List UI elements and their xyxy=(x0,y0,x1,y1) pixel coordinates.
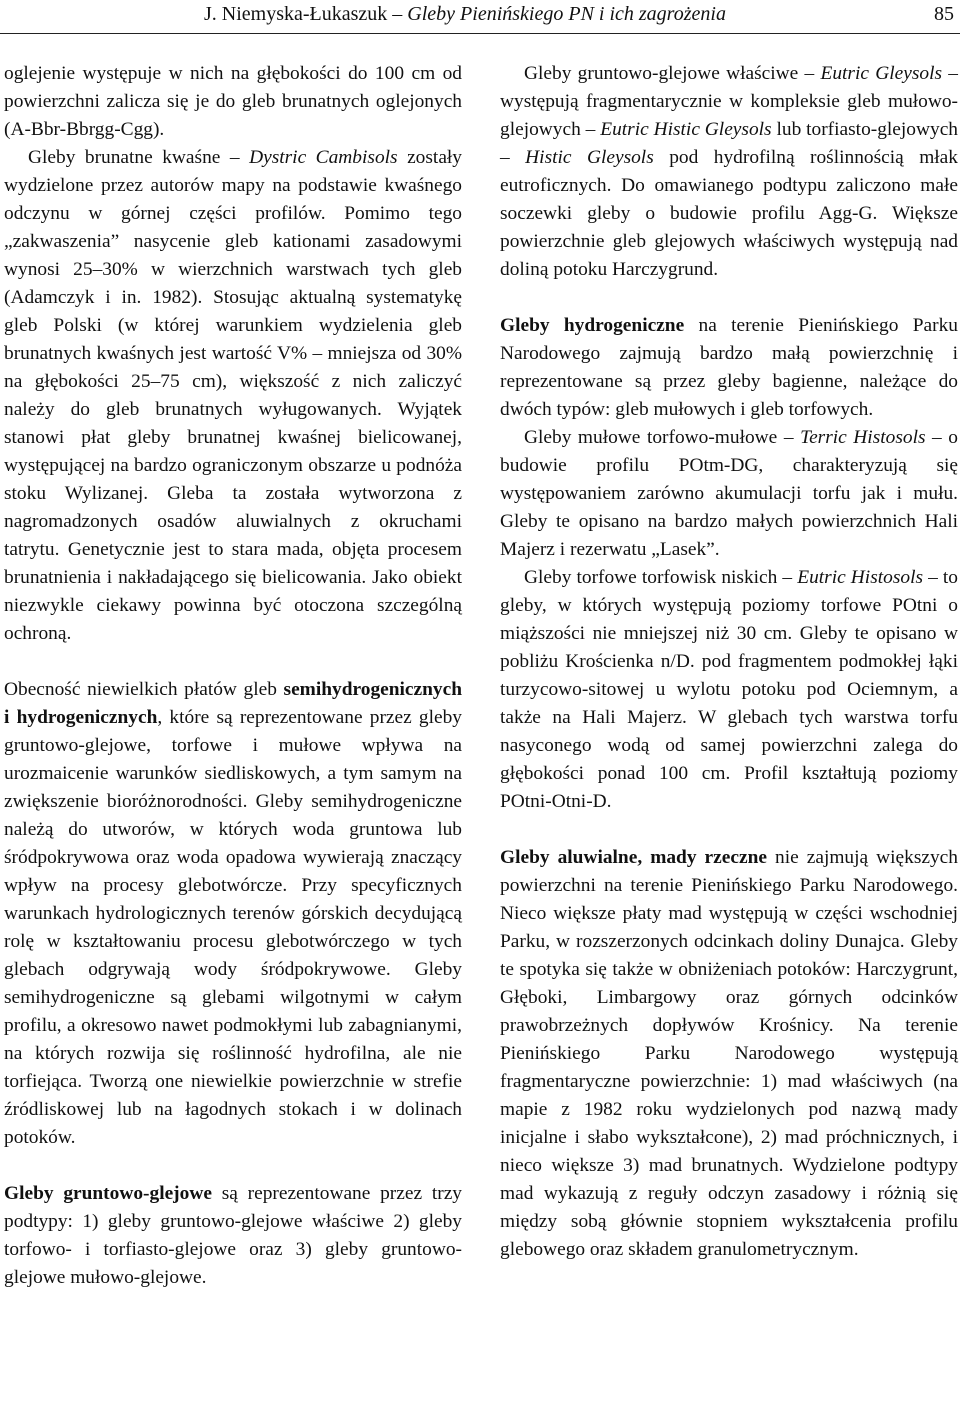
paragraph xyxy=(500,844,958,1264)
paragraph-text: Gleby torfowe torfowisk niskich – xyxy=(524,567,798,588)
paragraph xyxy=(500,424,958,564)
paragraph-text: zostały wydzielone przez autorów mapy na podstawie kwaśnego odczynu w górnej części profilów. Pomimo tego „zakwaszenia” nasycenie gleb kationami zasadowymi wynosi 25–30% w wierzchnich warstwach tych gleb (Adamczyk i in. 1982). Stosując aktualną systematykę gleb Polski (w której warunkiem wydzielenia gleb brunatnych kwaśnych jest wartość V% – mniejsza od 30% na głębokości 25–75 cm), większość z nich zaliczyć należy do gleb brunatnych wyługowanych. Wyjątek stanowi płat gleby brunatnej kwaśnej bielicowanej, występującej na bardzo ograniczonym obszarze u podnóża stoku Wylizanej. Gleba ta została wytworzona z nagromadzonych osadów aluwialnych z okruchami tatrytu. Genetycznie jest to stara mada, objęta procesem brunatnienia i nakładającego się bielicowania. Jako obiekt niezwykle ciekawy powinna być otoczona szczególną ochroną. xyxy=(4,147,463,644)
soil-name-italic: Dystric Cambisols xyxy=(249,147,398,168)
header-rule xyxy=(0,33,960,34)
soil-name-italic: Histic Gleysols xyxy=(525,147,654,168)
paragraph-text: nie zajmują większych powierzchni na terenie Pienińskiego Parku Narodowego. Nieco większe płaty mad występują w części wschodniej Parku, w rozszerzonych odcinkach doliny Dunajca. Gleby te spotyka się także w obniżeniach potoków: Harczygrunt, Głęboki, Limbargowy oraz górnych odcinków prawobrzeżnych dopływów Krośnicy. Na terenie Pienińskiego Parku Narodowego występują fragmentaryczne powierzchnie: 1) mad właściwych (na mapie z 1982 roku wydzielonych pod nazwą mady inicjalne i słabo wykształcone), 2) mad próchnicznych, i nieco większe 3) mad brunatnych. Wydzielone podtypy mad wykazują z reguły odczyn zasadowy i różnią się między sobą głównie stopniem wykształcenia profilu glebowego oraz składem granulometrycznym. xyxy=(500,847,958,1260)
soil-name-italic: Eutric Gleysols xyxy=(820,63,943,84)
paragraph-text: , które są reprezentowane przez gleby gruntowo-glejowe, torfowe i mułowe wpływa na urozmaicenie warunków siedliskowych, a tym samym na zwiększenie bioróżnorodności. Gleby semihydrogeniczne należą do utworów, w których woda gruntowa lub śródpokrywowa oraz woda opadowa wywierają znaczący wpływ na procesy glebotwórcze. Przy specyficznych warunkach hydrologicznych terenów górskich decydującą rolę w kształtowaniu procesu glebotwórczego w tych glebach odgrywają wody śródpokrywowe. Gleby semihydrogeniczne są glebami wilgotnymi w całym profilu, a okresowo nawet podmokłymi lub zabagnianymi, na których rozwija się roślinność hydrofilna, ale nie torfiejąca. Tworzą one niewielkie powierzchnie w strefie źródliskowej lub na łagodnych stokach i w dolinach potoków. xyxy=(4,707,463,1148)
paragraph-text: Obecność niewielkich płatów gleb xyxy=(4,679,284,700)
soil-name-italic: Terric Histosols xyxy=(800,427,926,448)
paragraph xyxy=(4,676,462,1152)
page-number: 85 xyxy=(934,3,954,25)
running-header xyxy=(0,0,960,34)
paragraph-gap xyxy=(500,284,958,312)
section-term-bold: Gleby aluwialne, mady rzeczne xyxy=(500,847,767,868)
section-term-bold: Gleby gruntowo-glejowe xyxy=(4,1183,212,1204)
paragraph-text: oglejenie występuje w nich na głębokości do 100 cm od powierzchni zalicza się je do gleb brunatnych oglejonych (A-Bbr-Bbrgg-Cgg). xyxy=(4,63,462,140)
soil-name-italic: Eutric Histosols xyxy=(797,567,923,588)
paragraph xyxy=(500,564,958,816)
paragraph-text: – to gleby, w których występują poziomy torfowe POtni o miąższości nie mniejszej niż 30 cm. Gleby te opisano w pobliżu Krościenka n/D. pod fragmentem podmokłej łąki turzycowo-sitowej u wylotu potoku pod Ociemnym, a także na Hali Majerz. W glebach tych warstwa torfu nasyconego wodą od samej powierzchni zalega do głębokości ponad 100 cm. Profil kształtują poziomy POtni-Otni-D. xyxy=(500,567,958,812)
paragraph-gap xyxy=(4,1152,462,1180)
paragraph-text: – o budowie profilu POtm-DG, charakteryzują się występowaniem zarówno akumulacji torfu jak i mułu. Gleby te opisano na bardzo małych powierzchnich Hali Majerz i rezerwatu „Lasek”. xyxy=(500,427,958,560)
left-column xyxy=(4,60,462,1292)
paragraph-text: – występują fragmentarycznie w kompleksie gleb mułowo-glejowych – xyxy=(500,63,959,140)
paragraph-text: są reprezentowane przez trzy podtypy: 1) gleby gruntowo-glejowe właściwe 2) gleby torfowo- i torfiasto-glejowe oraz 3) gleby gruntowo-glejowe mułowo-glejowe. xyxy=(4,1183,462,1288)
paragraph xyxy=(4,144,462,648)
header-author: J. Niemyska-Łukaszuk – xyxy=(204,3,408,25)
right-column xyxy=(500,60,958,1264)
soil-name-italic: Eutric Histic Gleysols xyxy=(600,119,772,140)
paragraph-text: Gleby gruntowo-glejowe właściwe – xyxy=(524,63,821,84)
paragraph-text: Gleby brunatne kwaśne – xyxy=(28,147,250,168)
section-term-bold: Gleby hydrogeniczne xyxy=(500,315,685,336)
paragraph-text: lub torfiasto-glejowych – xyxy=(500,119,958,168)
paragraph-text: pod hydrofilną roślinnością młak eutroficznych. Do omawianego podtypu zaliczono małe soczewki gleby o budowie profilu Agg-G. Większe powierzchnie gleb glejowych właściwych występują nad doliną potoku Harczygrund. xyxy=(500,147,958,280)
paragraph-text: na terenie Pienińskiego Parku Narodowego zajmują bardzo małą powierzchnię i reprezentowane są przez gleby bagienne, należące do dwóch typów: gleb mułowych i gleb torfowych. xyxy=(500,315,958,420)
paragraph-text: Gleby mułowe torfowo-mułowe – xyxy=(524,427,801,448)
header-article-title: Gleby Pienińskiego PN i ich zagrożenia xyxy=(407,3,726,25)
running-title xyxy=(204,2,726,26)
paragraph xyxy=(500,312,958,424)
paragraph xyxy=(4,1180,462,1292)
section-term-bold: semihydrogenicznych i hydrogenicznych xyxy=(4,679,462,728)
paragraph xyxy=(500,60,958,284)
paragraph xyxy=(4,60,462,144)
paragraph-gap xyxy=(4,648,462,676)
paragraph-gap xyxy=(500,816,958,844)
